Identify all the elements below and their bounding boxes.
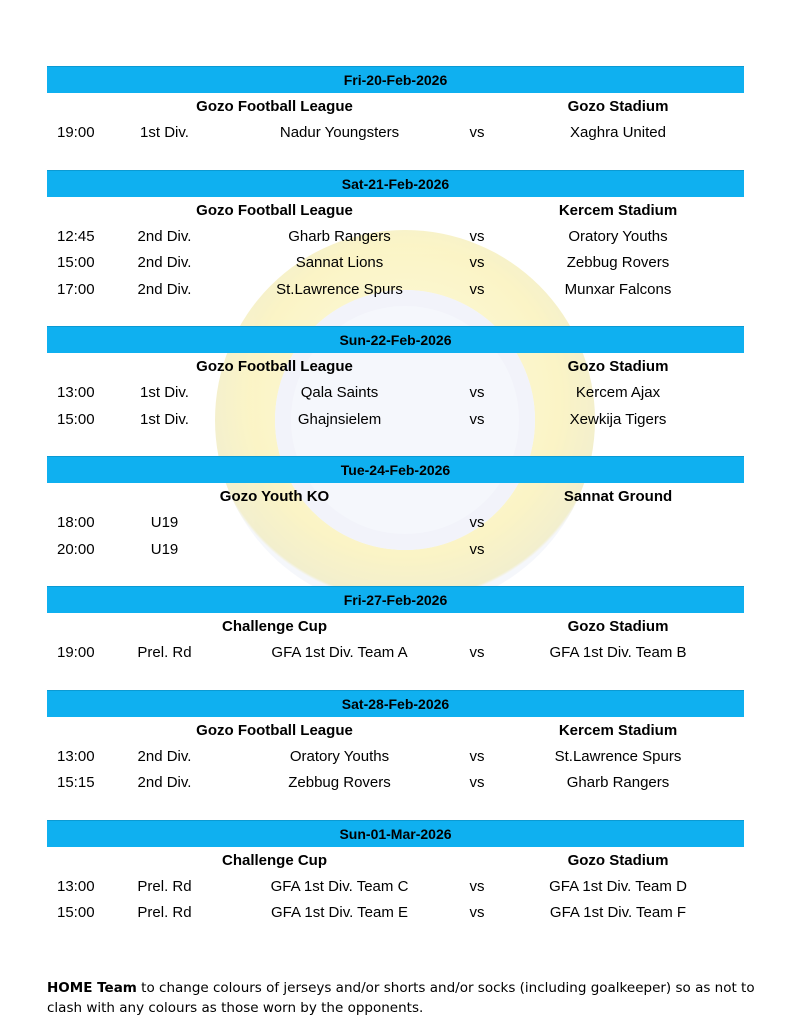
versus-label: vs (469, 644, 485, 661)
home-team: Sannat Lions (295, 254, 384, 271)
match-division: 2nd Div. (137, 747, 192, 765)
match-division: Prel. Rd (137, 877, 192, 895)
match-division: Prel. Rd (137, 644, 192, 661)
competition-row (47, 93, 744, 119)
competition-name: Challenge Cup (221, 851, 327, 869)
match-row (47, 223, 744, 250)
versus-label: vs (469, 877, 485, 895)
date-header (47, 170, 744, 197)
fixture-day (47, 326, 744, 432)
match-row (47, 406, 744, 433)
home-team: Gharb Rangers (288, 227, 391, 245)
versus-label: vs (469, 774, 485, 791)
date-header (47, 66, 744, 93)
competition-name: Gozo Youth KO (219, 488, 330, 505)
match-division: 1st Div. (140, 124, 189, 141)
away-team: Munxar Falcons (564, 280, 672, 298)
home-team: GFA 1st Div. Team A (271, 644, 408, 661)
competition-row (47, 483, 744, 509)
match-time: 15:00 (57, 904, 95, 921)
fixture-day (47, 820, 744, 926)
venue-name: Sannat Ground (563, 488, 673, 505)
match-time: 12:45 (57, 227, 95, 245)
away-team: GFA 1st Div. Team F (549, 904, 687, 921)
match-row (47, 276, 744, 303)
match-time: 18:00 (57, 514, 95, 531)
match-time: 13:00 (57, 877, 95, 895)
fixture-day (47, 170, 744, 303)
versus-label: vs (469, 280, 485, 298)
match-division: 2nd Div. (137, 280, 192, 298)
home-team: Nadur Youngsters (279, 124, 400, 141)
away-team: Oratory Youths (568, 227, 668, 245)
competition-row (47, 717, 744, 743)
match-time: 19:00 (57, 124, 95, 141)
versus-label: vs (469, 514, 485, 531)
home-team: GFA 1st Div. Team E (271, 904, 408, 921)
away-team: GFA 1st Div. Team B (549, 644, 687, 661)
match-row (47, 509, 744, 536)
fixture-day (47, 66, 744, 146)
date-label: Sat-28-Feb-2026 (341, 695, 450, 712)
match-row (47, 536, 744, 563)
venue-name: Gozo Stadium (567, 98, 669, 115)
competition-name: Challenge Cup (221, 618, 327, 635)
match-time: 15:15 (57, 774, 95, 791)
home-team: Oratory Youths (289, 747, 390, 765)
fixtures-sheet (47, 66, 744, 950)
match-row (47, 639, 744, 666)
venue-name: Gozo Stadium (567, 851, 669, 869)
away-team: Zebbug Rovers (566, 254, 670, 271)
competition-name: Gozo Football League (196, 358, 353, 375)
venue-name: Kercem Stadium (558, 721, 678, 739)
match-division: 1st Div. (140, 410, 189, 428)
away-team: Xewkija Tigers (569, 410, 667, 428)
venue-name: Gozo Stadium (567, 618, 669, 635)
venue-name: Gozo Stadium (567, 358, 669, 375)
competition-name: Gozo Football League (196, 721, 353, 739)
match-division: U19 (150, 540, 179, 558)
home-team: GFA 1st Div. Team C (270, 877, 409, 895)
date-label: Fri-27-Feb-2026 (343, 592, 448, 608)
home-team-note (47, 978, 757, 1018)
match-time: 13:00 (57, 747, 95, 765)
away-team: Xaghra United (570, 124, 666, 141)
competition-row (47, 197, 744, 223)
match-row (47, 873, 744, 900)
competition-name: Gozo Football League (196, 98, 353, 115)
match-row (47, 899, 744, 926)
date-header (47, 326, 744, 353)
date-label: Tue-24-Feb-2026 (340, 462, 451, 478)
home-team: Ghajnsielem (297, 410, 382, 428)
match-division: 2nd Div. (137, 774, 192, 791)
date-label: Sun-01-Mar-2026 (339, 825, 452, 842)
versus-label: vs (469, 254, 485, 271)
match-time: 15:00 (57, 410, 95, 428)
match-division: 1st Div. (140, 384, 189, 401)
versus-label: vs (469, 747, 485, 765)
away-team: St.Lawrence Spurs (554, 747, 682, 765)
venue-name: Kercem Stadium (558, 201, 678, 219)
competition-row (47, 847, 744, 873)
away-team: GFA 1st Div. Team D (549, 877, 687, 895)
match-time: 17:00 (57, 280, 95, 298)
date-label: Sun-22-Feb-2026 (339, 332, 452, 348)
away-team: Kercem Ajax (575, 384, 661, 401)
match-row (47, 119, 744, 146)
fixture-day (47, 586, 744, 666)
date-label: Fri-20-Feb-2026 (343, 72, 448, 88)
home-team: Qala Saints (300, 384, 379, 401)
date-label: Sat-21-Feb-2026 (341, 175, 450, 192)
competition-row (47, 613, 744, 639)
away-team: Gharb Rangers (566, 774, 670, 791)
match-division: 2nd Div. (137, 227, 192, 245)
home-team: Zebbug Rovers (288, 774, 391, 791)
match-row (47, 249, 744, 276)
match-row (47, 769, 744, 796)
match-division: 2nd Div. (137, 254, 192, 271)
versus-label: vs (469, 124, 485, 141)
date-header (47, 586, 744, 613)
note-bold: HOME Team (47, 980, 137, 996)
competition-name: Gozo Football League (196, 201, 353, 219)
versus-label: vs (469, 904, 485, 921)
match-time: 13:00 (57, 384, 95, 401)
match-time: 20:00 (57, 540, 95, 558)
note-text: to change colours of jerseys and/or shorts and/or socks (including goalkeeper) so as not to clash with any colours as those worn by the opponents. (47, 980, 755, 1016)
versus-label: vs (469, 384, 485, 401)
match-division: Prel. Rd (137, 904, 192, 921)
competition-row (47, 353, 744, 379)
date-header (47, 690, 744, 717)
match-time: 19:00 (57, 644, 95, 661)
fixture-day (47, 690, 744, 796)
date-header (47, 456, 744, 483)
versus-label: vs (469, 410, 485, 428)
fixture-day (47, 456, 744, 562)
versus-label: vs (469, 227, 485, 245)
match-time: 15:00 (57, 254, 95, 271)
match-division: U19 (150, 514, 179, 531)
home-team: St.Lawrence Spurs (276, 280, 403, 298)
versus-label: vs (469, 540, 485, 558)
match-row (47, 743, 744, 770)
date-header (47, 820, 744, 847)
match-row (47, 379, 744, 406)
